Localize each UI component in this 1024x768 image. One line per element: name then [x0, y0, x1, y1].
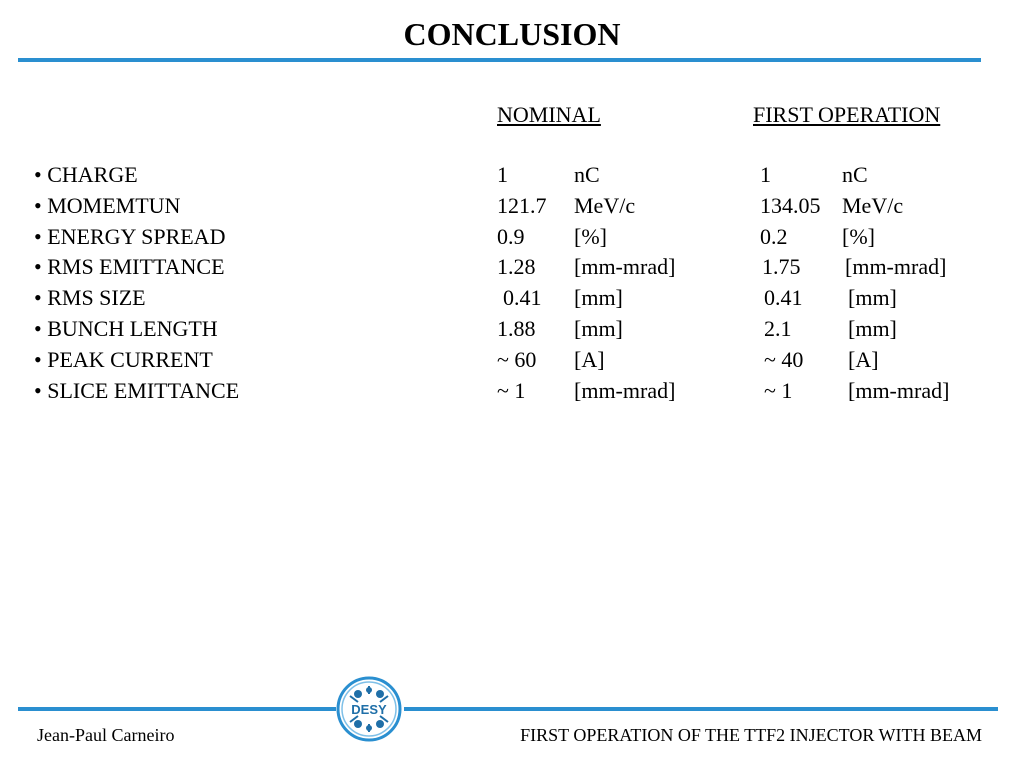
first-operation-unit: [mm-mrad]: [845, 254, 947, 280]
column-header-nominal: NOMINAL: [497, 102, 601, 127]
first-operation-unit: [mm]: [848, 315, 897, 341]
desy-logo-text: DESY: [351, 702, 387, 717]
parameter-table: [0, 160, 1024, 406]
first-operation-value: 1: [760, 162, 771, 187]
nominal-unit: [mm]: [574, 315, 623, 341]
first-operation-unit: MeV/c: [842, 192, 904, 218]
title-divider: [18, 58, 981, 62]
desy-logo-icon: [336, 676, 402, 742]
footer-divider-left: [18, 707, 336, 711]
nominal-unit: [mm-mrad]: [574, 254, 676, 280]
first-operation-unit: [mm-mrad]: [848, 377, 950, 403]
first-operation-value: 2.1: [764, 315, 792, 341]
nominal-unit: [%]: [574, 223, 607, 249]
row-label: • ENERGY SPREAD: [34, 222, 225, 252]
first-operation-unit: [%]: [842, 223, 875, 249]
table-row: [0, 160, 1024, 191]
nominal-value: 0.41: [503, 285, 542, 311]
footer-author: Jean-Paul Carneiro: [37, 725, 175, 745]
row-label: • SLICE EMITTANCE: [34, 376, 239, 406]
nominal-value: 1.28: [497, 254, 536, 280]
nominal-value: 0.9: [497, 223, 525, 249]
table-row: [0, 283, 1024, 314]
slide-title: CONCLUSION: [403, 16, 621, 52]
row-label: • CHARGE: [34, 160, 138, 190]
table-row: [0, 222, 1024, 253]
table-row: [0, 314, 1024, 345]
nominal-value: 1: [497, 162, 508, 187]
table-row: [0, 252, 1024, 283]
row-label: • BUNCH LENGTH: [34, 314, 218, 344]
nominal-unit: [mm-mrad]: [574, 377, 676, 403]
row-label: • RMS EMITTANCE: [34, 252, 225, 282]
footer-talk-title: FIRST OPERATION OF THE TTF2 INJECTOR WITH BEAM: [520, 725, 982, 745]
nominal-unit: [A]: [574, 346, 605, 372]
column-header-first-operation: FIRST OPERATION: [753, 102, 941, 127]
first-operation-value: 134.05: [760, 192, 821, 218]
table-row: [0, 191, 1024, 222]
nominal-value: ~ 60: [497, 346, 537, 372]
nominal-unit: [mm]: [574, 285, 623, 311]
first-operation-unit: [A]: [848, 346, 879, 372]
first-operation-value: ~ 40: [764, 346, 804, 372]
first-operation-value: ~ 1: [764, 377, 793, 403]
table-row: [0, 376, 1024, 407]
nominal-unit: nC: [574, 162, 600, 187]
first-operation-value: 0.41: [764, 285, 803, 311]
first-operation-value: 1.75: [762, 254, 801, 280]
row-label: • RMS SIZE: [34, 283, 146, 313]
footer-divider-right: [404, 707, 998, 711]
first-operation-unit: [mm]: [848, 285, 897, 311]
nominal-value: ~ 1: [497, 377, 526, 403]
row-label: • PEAK CURRENT: [34, 345, 213, 375]
first-operation-value: 0.2: [760, 223, 788, 249]
table-row: [0, 345, 1024, 376]
first-operation-unit: nC: [842, 162, 868, 187]
row-label: • MOMEMTUN: [34, 191, 180, 221]
nominal-unit: MeV/c: [574, 192, 636, 218]
nominal-value: 1.88: [497, 315, 536, 341]
nominal-value: 121.7: [497, 192, 547, 218]
